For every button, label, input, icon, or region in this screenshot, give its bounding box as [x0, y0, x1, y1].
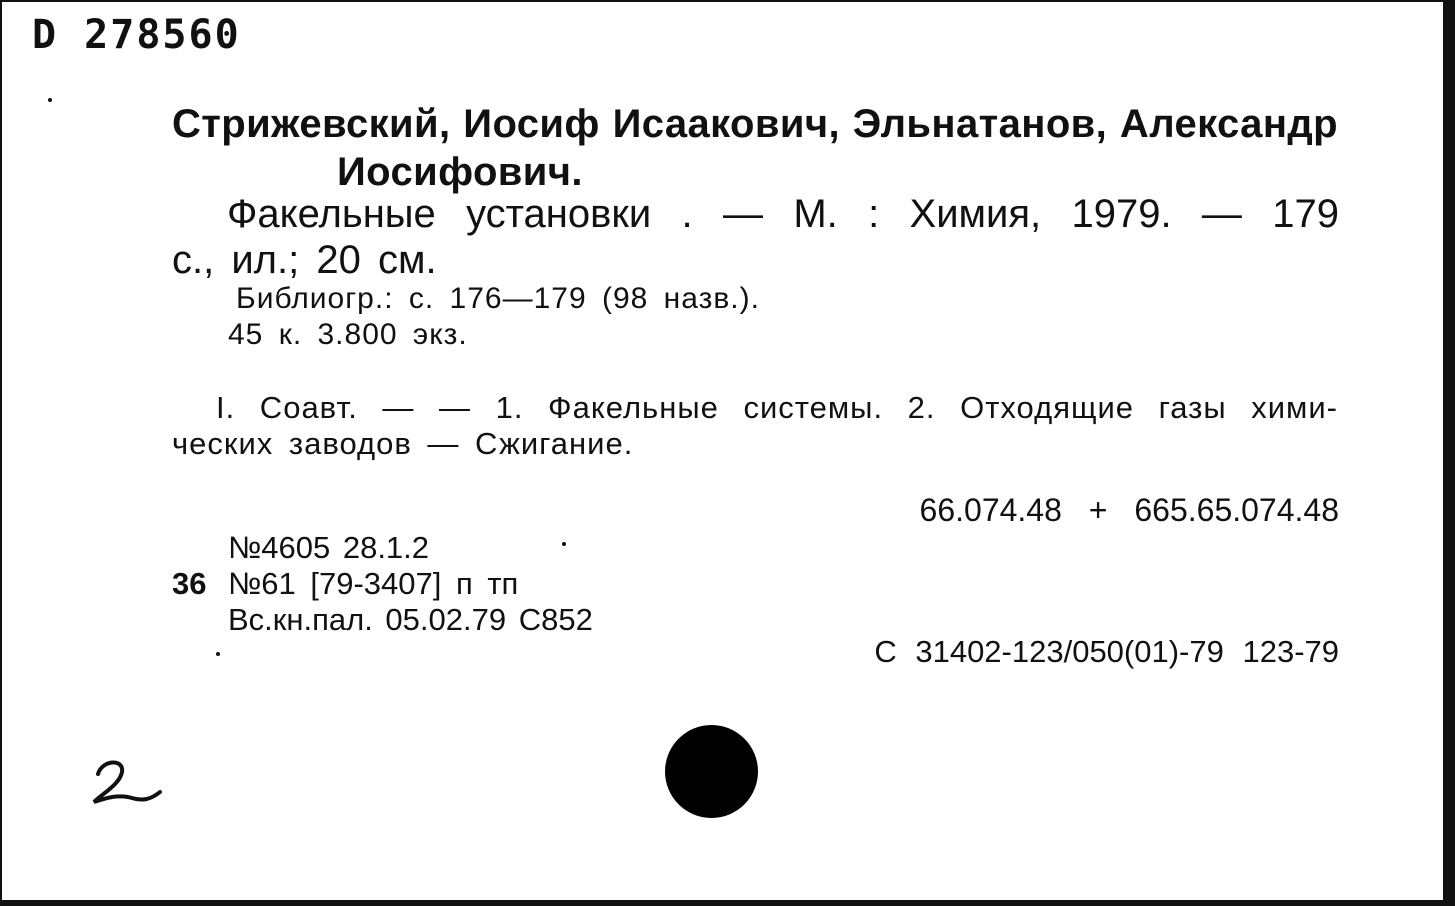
author-line-continued: Иосифович. — [337, 150, 583, 194]
order-details: №61 [79-3407] п тп — [228, 566, 519, 601]
title-line: Факельные установки . — М. : Химия, 1979. — 179 — [227, 192, 1339, 236]
ink-speck — [216, 652, 220, 656]
ink-speck — [48, 98, 52, 102]
ink-speck — [562, 542, 566, 546]
card-punch-hole — [665, 725, 758, 818]
classification-index: 66.074.48 + 665.65.074.48 — [919, 492, 1339, 528]
publication-code: С 31402-123/050(01)-79 123-79 — [874, 634, 1339, 669]
title-line-continued: с., ил.; 20 см. — [172, 238, 437, 282]
bibliography-note: Библиогр.: с. 176—179 (98 назв.). — [236, 282, 760, 315]
price-and-print-run: 45 к. 3.800 экз. — [228, 318, 468, 351]
call-number: D 278560 — [32, 12, 241, 58]
chamber-registration: Вс.кн.пал. 05.02.79 С852 — [228, 602, 593, 637]
catalog-card — [2, 2, 1451, 904]
subject-headings-continued: ческих заводов — Сжигание. — [172, 426, 634, 461]
subject-headings: I. Соавт. — — 1. Факельные системы. 2. Отходящие газы хими- — [216, 390, 1338, 425]
handwritten-mark-icon — [88, 754, 168, 810]
order-prefix: 36 — [172, 566, 207, 601]
author-line: Стрижевский, Иосиф Исаакович, Эльнатанов, Александр — [172, 102, 1338, 146]
order-number: №4605 28.1.2 — [228, 530, 430, 565]
